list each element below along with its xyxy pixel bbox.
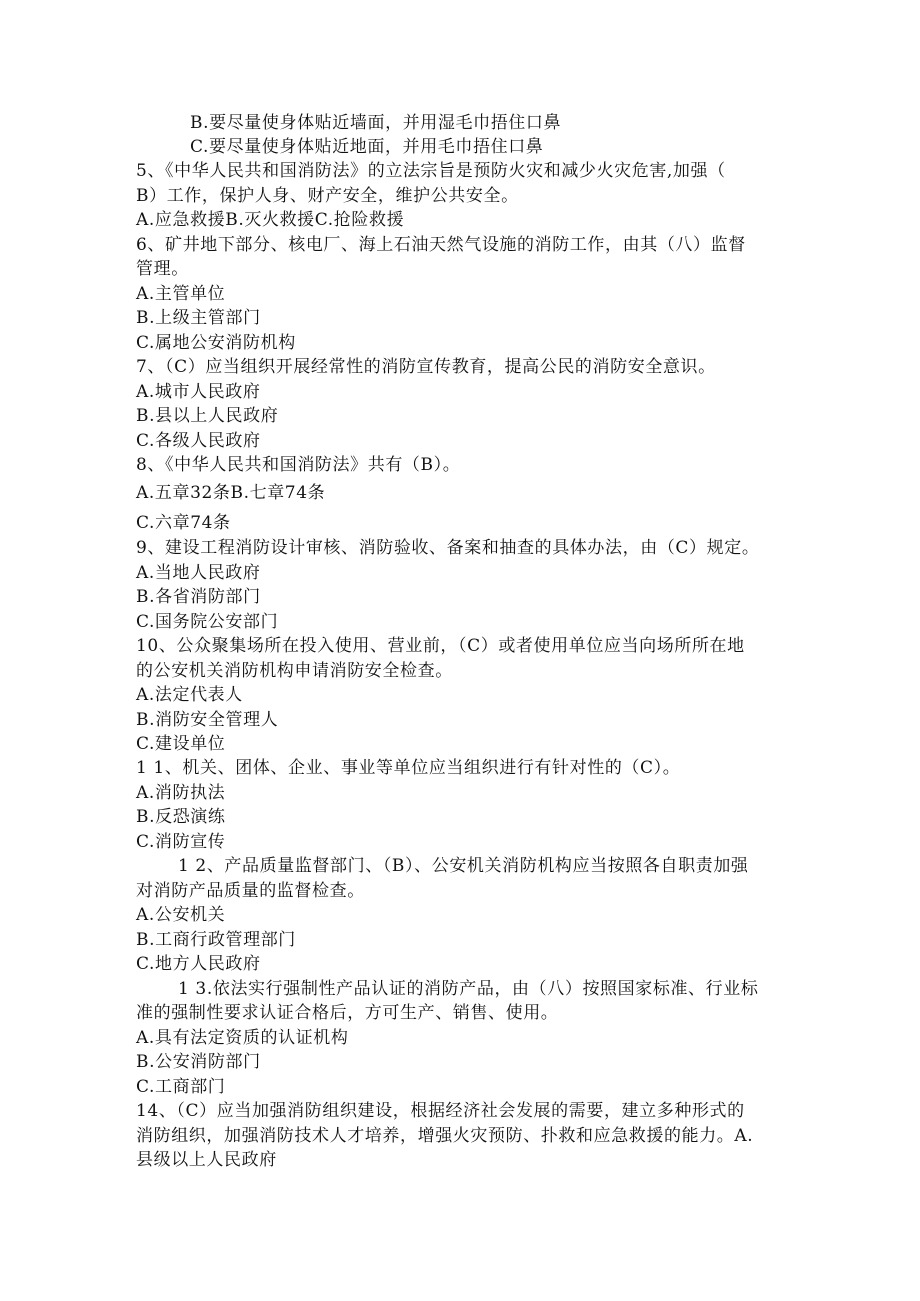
question-5-line-2: B）工作，保护人身、财产安全，维护公共安全。	[136, 186, 519, 206]
option-10c: C.建设单位	[136, 734, 226, 754]
question-10-line-1: 10、公众聚集场所在投入使用、营业前，（C）或者使用单位应当向场所所在地	[136, 636, 745, 656]
question-13-line-1: 1 3.依法实行强制性产品认证的消防产品，由（八）按照国家标准、行业标	[178, 979, 759, 999]
option-10b: B.消防安全管理人	[136, 710, 279, 730]
option-9b: B.各省消防部门	[136, 587, 261, 607]
option-8ab: A.五章32条B.七章74条	[136, 483, 326, 503]
option-11c: C.消防宣传	[136, 832, 226, 852]
option-10a: A.法定代表人	[136, 685, 243, 705]
question-8: 8、《中华人民共和国消防法》共有（B）。	[136, 455, 461, 475]
question-5-line-1: 5、《中华人民共和国消防法》的立法宗旨是预防火灾和减少火灾危害,加强（	[136, 161, 726, 181]
question-9: 9、建设工程消防设计审核、消防验收、备案和抽查的具体办法，由（C）规定。	[136, 538, 760, 558]
question-13-line-2: 准的强制性要求认证合格后，方可生产、销售、使用。	[136, 1003, 559, 1023]
question-10-line-2: 的公安机关消防机构申请消防安全检查。	[136, 661, 453, 681]
option-6b: B.上级主管部门	[136, 308, 261, 328]
option-7b: B.县以上人民政府	[136, 406, 279, 426]
option-12b: B.工商行政管理部门	[136, 930, 296, 950]
question-7: 7、（C）应当组织开展经常性的消防宣传教育，提高公民的消防安全意识。	[136, 357, 716, 377]
option-13c: C.工商部门	[136, 1077, 226, 1097]
option-13a: A.具有法定资质的认证机构	[136, 1028, 349, 1048]
option-6c: C.属地公安消防机构	[136, 333, 296, 353]
option-9c: C.国务院公安部门	[136, 612, 279, 632]
question-12-line-1: 1 2、产品质量监督部门、（B）、公安机关消防机构应当按照各自职责加强	[178, 856, 749, 876]
option-14a-continued: 县级以上人民政府	[136, 1150, 277, 1170]
question-14-line-2: 消防组织，加强消防技术人才培养，增强火灾预防、扑救和应急救援的能力。A.	[136, 1126, 754, 1146]
option-11b: B.反恐演练	[136, 807, 226, 827]
option-4b: B.要尽量使身体贴近墙面，并用湿毛巾捂住口鼻	[190, 113, 562, 133]
question-6-line-1: 6、矿井地下部分、核电厂、海上石油天然气设施的消防工作，由其（八）监督	[136, 235, 746, 255]
question-5-options: A.应急救援B.灭火救援C.抢险救援	[136, 210, 405, 230]
option-7c: C.各级人民政府	[136, 431, 261, 451]
option-9a: A.当地人民政府	[136, 563, 261, 583]
question-11: 1 1、机关、团体、企业、事业等单位应当组织进行有针对性的（C）。	[136, 758, 681, 778]
question-12-line-2: 对消防产品质量的监督检查。	[136, 881, 365, 901]
question-6-line-2: 管理。	[136, 259, 189, 279]
option-13b: B.公安消防部门	[136, 1052, 261, 1072]
option-12c: C.地方人民政府	[136, 954, 261, 974]
option-11a: A.消防执法	[136, 783, 226, 803]
question-14-line-1: 14、（C）应当加强消防组织建设，根据经济社会发展的需要，建立多种形式的	[136, 1101, 745, 1121]
option-8c: C.六章74条	[136, 513, 231, 533]
option-6a: A.主管单位	[136, 284, 226, 304]
option-7a: A.城市人民政府	[136, 382, 261, 402]
option-4c: C.要尽量使身体贴近地面，并用毛巾捂住口鼻	[190, 137, 544, 157]
option-12a: A.公安机关	[136, 905, 226, 925]
